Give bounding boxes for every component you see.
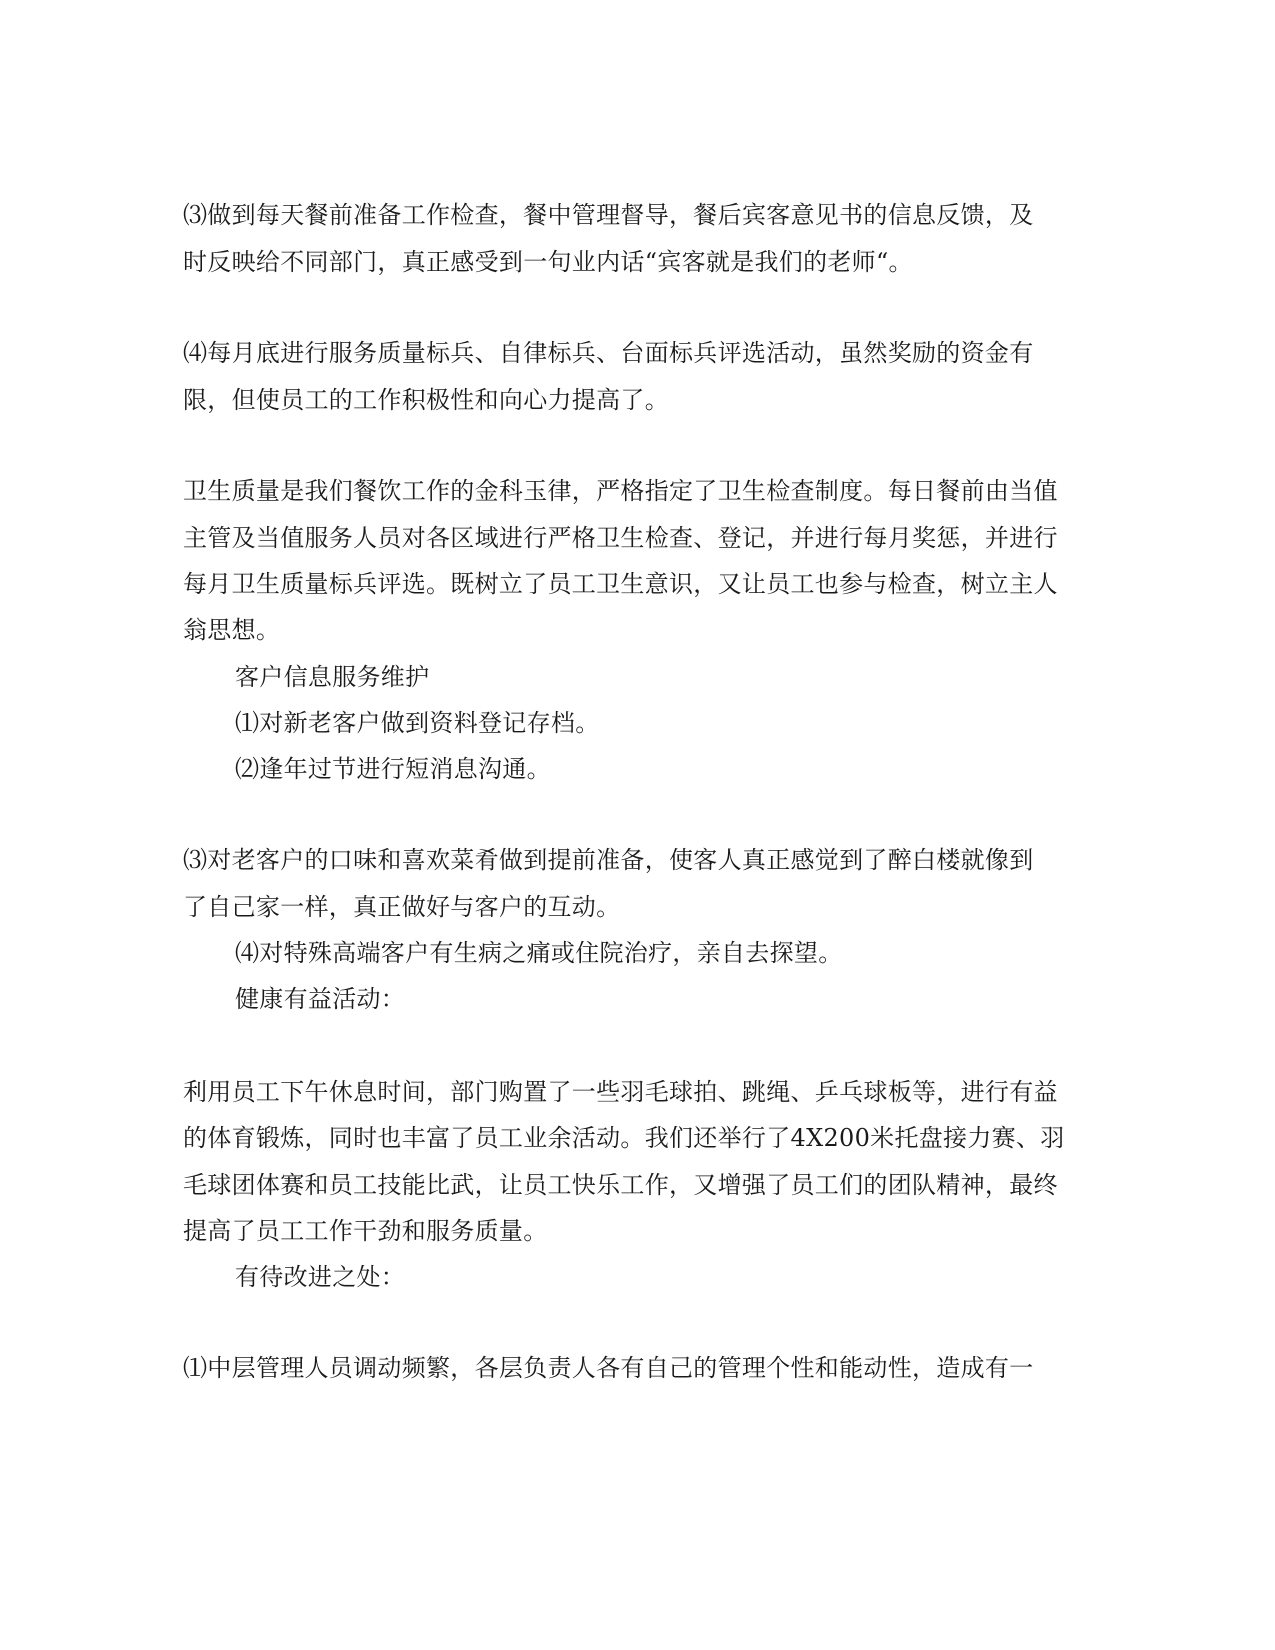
paragraph-line: ⑶对老客户的口味和喜欢菜肴做到提前准备，使客人真正感觉到了醉白楼就像到 bbox=[183, 846, 1034, 874]
paragraph-line: 了自己家一样，真正做好与客户的互动。 bbox=[183, 893, 621, 921]
paragraph-line: 时反映给不同部门，真正感受到一句业内话“宾客就是我们的老师“。 bbox=[183, 248, 913, 276]
paragraph-line: ⑷每月底进行服务质量标兵、自律标兵、台面标兵评选活动，虽然奖励的资金有 bbox=[183, 339, 1034, 367]
list-item: ⑵逢年过节进行短消息沟通。 bbox=[235, 755, 551, 783]
paragraph-line: 卫生质量是我们餐饮工作的金科玉律，严格指定了卫生检查制度。每日餐前由当值 bbox=[183, 477, 1058, 505]
paragraph-line: 毛球团体赛和员工技能比武，让员工快乐工作，又增强了员工们的团队精神，最终 bbox=[183, 1171, 1058, 1199]
section-heading: 健康有益活动： bbox=[235, 985, 406, 1013]
paragraph-line: 利用员工下午休息时间，部门购置了一些羽毛球拍、跳绳、乒乓球板等，进行有益 bbox=[183, 1078, 1058, 1106]
list-item: ⑴对新老客户做到资料登记存档。 bbox=[235, 709, 600, 737]
paragraph-line: 主管及当值服务人员对各区域进行严格卫生检查、登记，并进行每月奖惩，并进行 bbox=[183, 524, 1058, 552]
paragraph-line: ⑶做到每天餐前准备工作检查，餐中管理督导，餐后宾客意见书的信息反馈，及 bbox=[183, 201, 1034, 229]
paragraph-line: ⑴中层管理人员调动频繁，各层负责人各有自己的管理个性和能动性，造成有一 bbox=[183, 1354, 1034, 1382]
section-heading: 有待改进之处： bbox=[235, 1263, 406, 1291]
list-item: ⑷对特殊高端客户有生病之痛或住院治疗，亲自去探望。 bbox=[235, 939, 843, 967]
paragraph-line: 翁思想。 bbox=[183, 616, 281, 644]
paragraph-line: 限，但使员工的工作积极性和向心力提高了。 bbox=[183, 386, 669, 414]
paragraph-line: 的体育锻炼，同时也丰富了员工业余活动。我们还举行了4X200米托盘接力赛、羽 bbox=[183, 1124, 1065, 1152]
section-heading: 客户信息服务维护 bbox=[235, 663, 430, 691]
paragraph-line: 每月卫生质量标兵评选。既树立了员工卫生意识，又让员工也参与检查，树立主人 bbox=[183, 570, 1058, 598]
paragraph-line: 提高了员工工作干劲和服务质量。 bbox=[183, 1217, 548, 1245]
